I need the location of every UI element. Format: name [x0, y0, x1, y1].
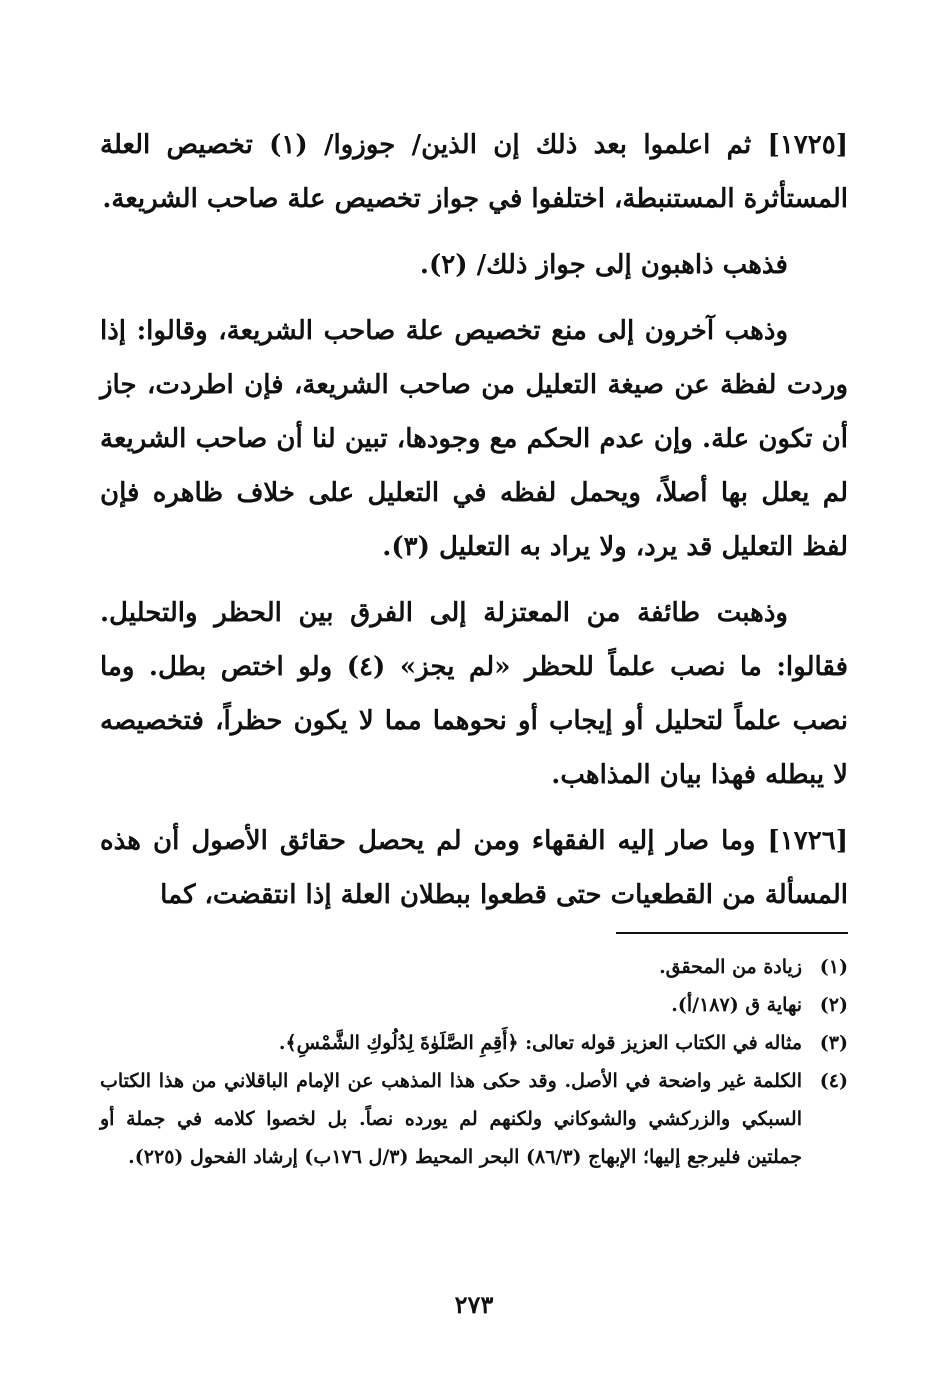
footnote-item: [100, 948, 848, 986]
paragraph-permitting: فذهب ذاهبون إلى جواز ذلك/ (٢).: [419, 250, 788, 280]
footnote-number: (٤): [819, 1070, 848, 1092]
paragraph-mutazila: وذهبت طائفة من المعتزلة إلى الفرق بين الحظر والتحليل. فقالوا: ما نصب علماً للحظر «لم يجز» (٤) ولو اختص بطل. وما نصب علماً لتحليل أو إيجاب أو نحوهما مما لا يكون حظراً، فتخصيصه لا يبطله فهذا بيان المذاهب.: [100, 598, 849, 790]
page-number: ٢٧٣: [454, 1290, 494, 1319]
footnote-text: مثاله في الكتاب العزيز قوله تعالى: ﴿أَقِمِ الصَّلَوٰةَ لِدُلُوكِ الشَّمْسِ﴾.: [278, 1032, 802, 1054]
footnote-item: [100, 1062, 848, 1176]
footnotes: [100, 948, 848, 1176]
paragraph-prohibiting: وذهب آخرون إلى منع تخصيص علة صاحب الشريعة، وقالوا: إذا وردت لفظة عن صيغة التعليل من صاحب الشريعة، فإن اطردت، جاز أن تكون علة. وإن عدم الحكم مع وجودها، تبين لنا أن صاحب الشريعة لم يعلل بها أصلاً، ويحمل لفظه في التعليل على خلاف ظاهره فإن لفظ التعليل قد يرد، ولا يراد به التعليل (٣).: [100, 316, 848, 562]
footnote-number: (٢): [819, 994, 848, 1016]
footnote-text: نهاية ق (١٨٧/أ).: [671, 994, 802, 1016]
paragraph-1726: [١٧٢٦] وما صار إليه الفقهاء ومن لم يحصل حقائق الأصول أن هذه المسألة من القطعيات حتى قطعوا ببطلان العلة إذا انتقضت، كما: [100, 826, 848, 910]
main-text: [100, 118, 848, 934]
footnote-number: (١): [819, 956, 848, 978]
footnote-divider: [616, 932, 848, 934]
footnote-item: [100, 986, 848, 1024]
paragraph-1725: [١٧٢٥] ثم اعلموا بعد ذلك إن الذين/ جوزوا/ (١) تخصيص العلة المستأثرة المستنبطة، اختلفوا في جواز تخصيص علة صاحب الشريعة.: [100, 130, 848, 214]
footnote-text: زيادة من المحقق.: [659, 956, 802, 978]
footnote-item: [100, 1024, 848, 1062]
footnote-number: (٣): [819, 1032, 848, 1054]
footnote-text: الكلمة غير واضحة في الأصل. وقد حكى هذا المذهب عن الإمام الباقلاني من هذا الكتاب السبكي والزركشي والشوكاني ولكنهم لم يورده نصاً. بل لخصوا كلامه في جملة أو جملتين فليرجع إليها؛ الإبهاج (٨٦/٣) البحر المحيط (٣/ل ١٧٦ب) إرشاد الفحول (٢٢٥).: [100, 1070, 802, 1168]
